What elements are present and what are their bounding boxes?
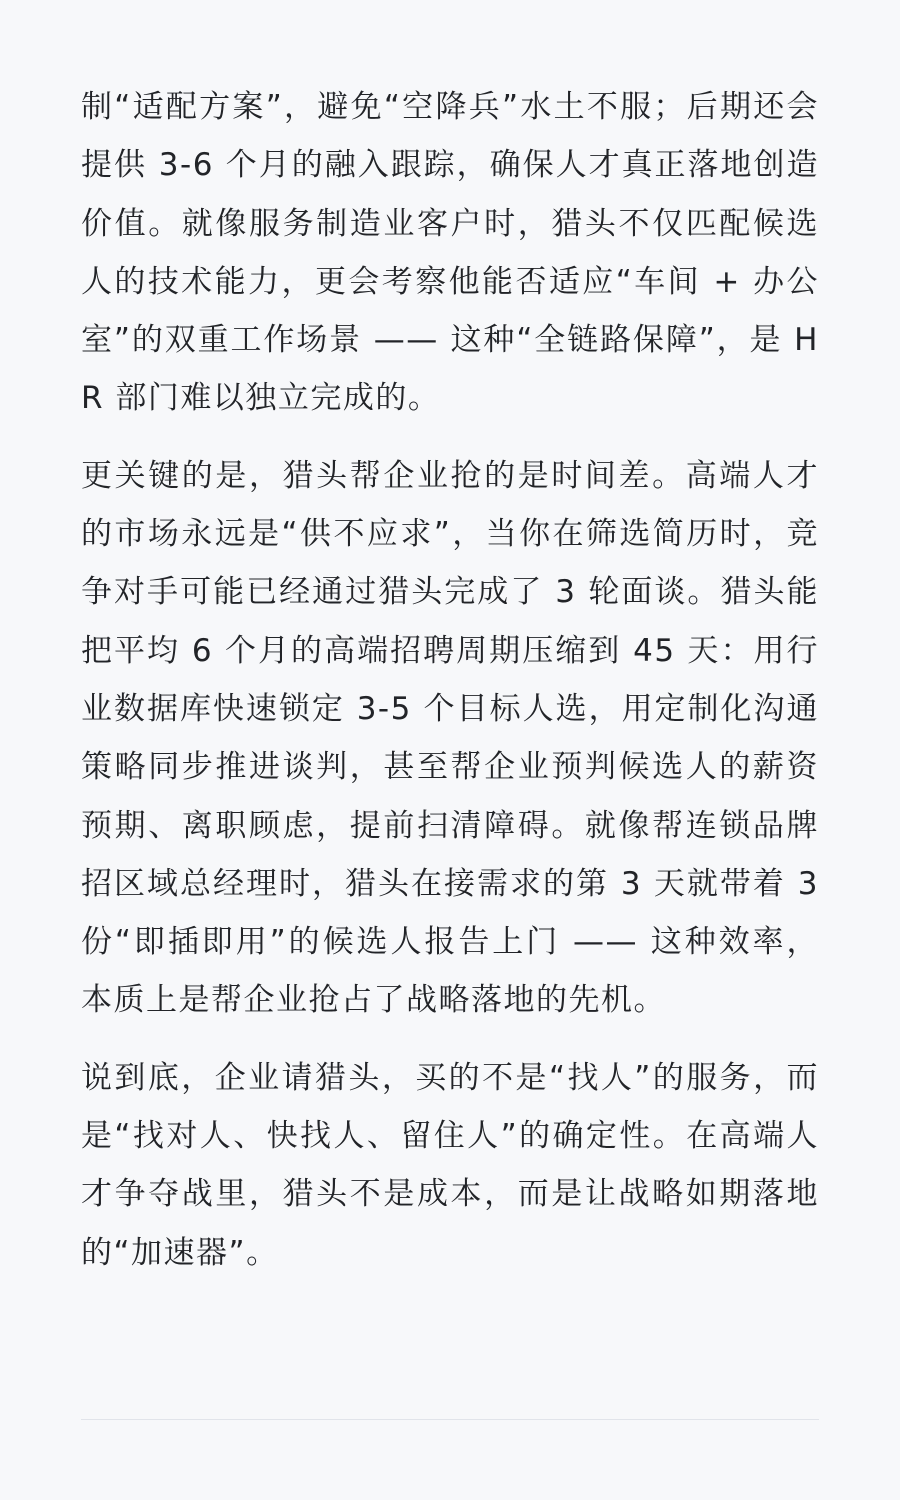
footer-divider (81, 1419, 819, 1420)
paragraph-talent-integration: 制“适配方案”，避免“空降兵”水土不服；后期还会提供 3-6 个月的融入跟踪，确保人才真正落地创造价值。就像服务制造业客户时，猎头不仅匹配候选人的技术能力，更会考察他能否适应“车间 + 办公室”的双重工作场景 —— 这种“全链路保障”，是 HR 部门难以独立完成的。 (81, 89, 819, 417)
article-body (81, 78, 819, 1282)
paragraph-time-advantage: 更关键的是，猎头帮企业抢的是时间差。高端人才的市场永远是“供不应求”，当你在筛选简历时，竞争对手可能已经通过猎头完成了 3 轮面谈。猎头能把平均 6 个月的高端招聘周期压缩到 45 天：用行业数据库快速锁定 3-5 个目标人选，用定制化沟通策略同步推进谈判，甚至帮企业预判候选人的薪资预期、离职顾虑，提前扫清障碍。就像帮连锁品牌招区域总经理时，猎头在接需求的第 3 天就带着 3 份“即插即用”的候选人报告上门 —— 这种效率，本质上是帮企业抢占了战略落地的先机。 (81, 457, 819, 1019)
paragraph-conclusion: 说到底，企业请猎头，买的不是“找人”的服务，而是“找对人、快找人、留住人”的确定性。在高端人才争夺战里，猎头不是成本，而是让战略如期落地的“加速器”。 (81, 1059, 819, 1271)
